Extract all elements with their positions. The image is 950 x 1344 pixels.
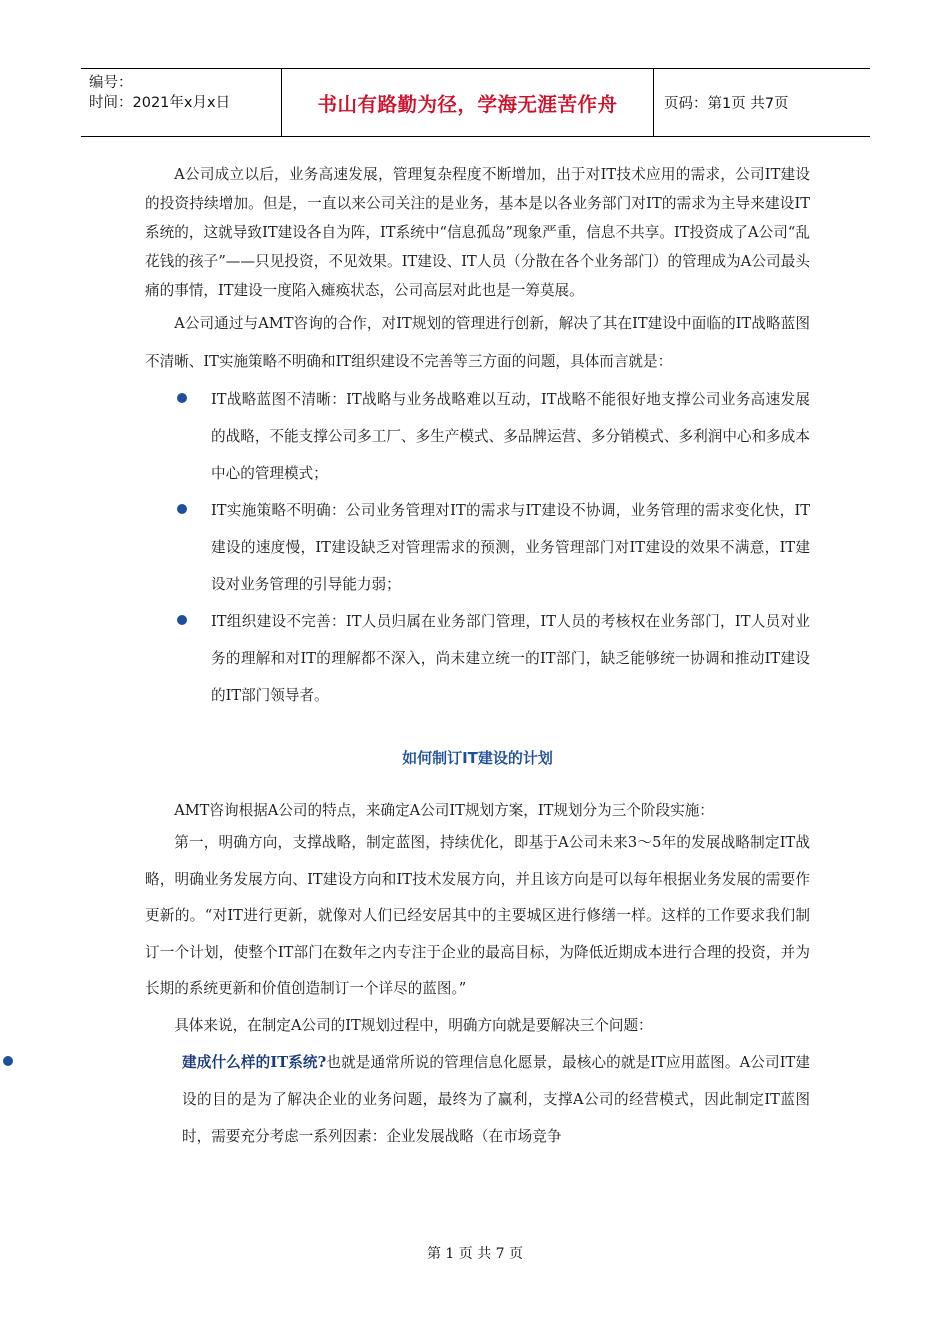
section-paragraph-2: 第一，明确方向，支撑战略，制定蓝图，持续优化，即基于A公司未来3～5年的发展战略制定IT战略，明确业务发展方向、IT建设方向和IT技术发展方向，并且该方向是可以每年根据业务发展的需要作更新的。“对IT进行更新，就像对人们已经安居其中的主要城区进行修缮一样。这样的工作要求我们制订一个计划，使整个IT部门在数年之内专注于企业的最高目标，为降低近期成本进行合理的投资，并为长期的系统更新和价值创造制订一个详尽的蓝图。”	[145, 834, 810, 997]
number-label: 编号：	[89, 75, 133, 91]
bullet-icon	[177, 393, 187, 403]
section-paragraph-1: AMT咨询根据A公司的特点，来确定A公司IT规划方案，IT规划分为三个阶段实施：	[174, 802, 714, 819]
question-text: 也就是通常所说的管理信息化愿景，最核心的就是IT应用蓝图。A公司IT建设的目的是为了解决企业的业务问题，最终为了赢利，支撑A公司的经营模式，因此制定IT蓝图时，需要充分考虑一系列因素：企业发展战略（在市场竞争	[182, 1053, 810, 1145]
page-header	[81, 68, 870, 137]
problem-text: IT战略蓝图不清晰：IT战略与业务战略难以互动，IT战略不能很好地支撑公司业务高速发展的战略，不能支撑公司多工厂、多生产模式、多品牌运营、多分销模式、多利润中心和多成本中心的管理模式；	[211, 391, 810, 482]
list-item	[145, 603, 810, 714]
section-heading: 如何制订IT建设的计划	[402, 749, 553, 767]
header-meta	[81, 69, 282, 136]
question-heading: 建成什么样的IT系统?	[182, 1053, 327, 1071]
problem-text: IT组织建设不完善：IT人员归属在业务部门管理，IT人员的考核权在业务部门，IT人员对业务的理解和对IT的理解都不深入，尚未建立统一的IT部门，缺乏能够统一协调和推动IT建设的IT部门领导者。	[211, 613, 810, 704]
question-list	[0, 1044, 810, 1155]
time-label: 时间：2021年x月x日	[89, 95, 231, 111]
list-item	[0, 1044, 810, 1155]
problem-text: IT实施策略不明确：公司业务管理对IT的需求与IT建设不协调，业务管理的需求变化快，IT建设的速度慢，IT建设缺乏对管理需求的预测，业务管理部门对IT建设的效果不满意，IT建设对业务管理的引导能力弱；	[211, 502, 810, 593]
bullet-icon	[3, 1056, 13, 1066]
bullet-icon	[177, 615, 187, 625]
page-number-label: 页码：第1页 共7页	[664, 96, 789, 112]
problem-list	[145, 381, 810, 714]
section-paragraph-3: 具体来说，在制定A公司的IT规划过程中，明确方向就是要解决三个问题：	[174, 1016, 653, 1034]
bullet-icon	[177, 504, 187, 514]
page-footer: 第 1 页 共 7 页	[426, 1246, 524, 1262]
list-item	[145, 492, 810, 603]
list-item	[145, 381, 810, 492]
intro-paragraph-1: A公司成立以后，业务高速发展，管理复杂程度不断增加，出于对IT技术应用的需求，公司IT建设的投资持续增加。但是，一直以来公司关注的是业务，基本是以各业务部门对IT的需求为主导来建设IT系统的，这就导致IT建设各自为阵，IT系统中“信息孤岛”现象严重，信息不共享。IT投资成了A公司“乱花钱的孩子”——只见投资，不见效果。IT建设、IT人员（分散在各个业务部门）的管理成为A公司最头痛的事情，IT建设一度陷入瘫痪状态，公司高层对此也是一筹莫展。	[145, 166, 810, 299]
document-body	[145, 160, 810, 1155]
motto: 书山有路勤为径，学海无涯苦作舟	[282, 69, 654, 136]
intro-paragraph-2: A公司通过与AMT咨询的合作，对IT规划的管理进行创新，解决了其在IT建设中面临的IT战略蓝图不清晰、IT实施策略不明确和IT组织建设不完善等三方面的问题，具体而言就是：	[145, 315, 810, 370]
